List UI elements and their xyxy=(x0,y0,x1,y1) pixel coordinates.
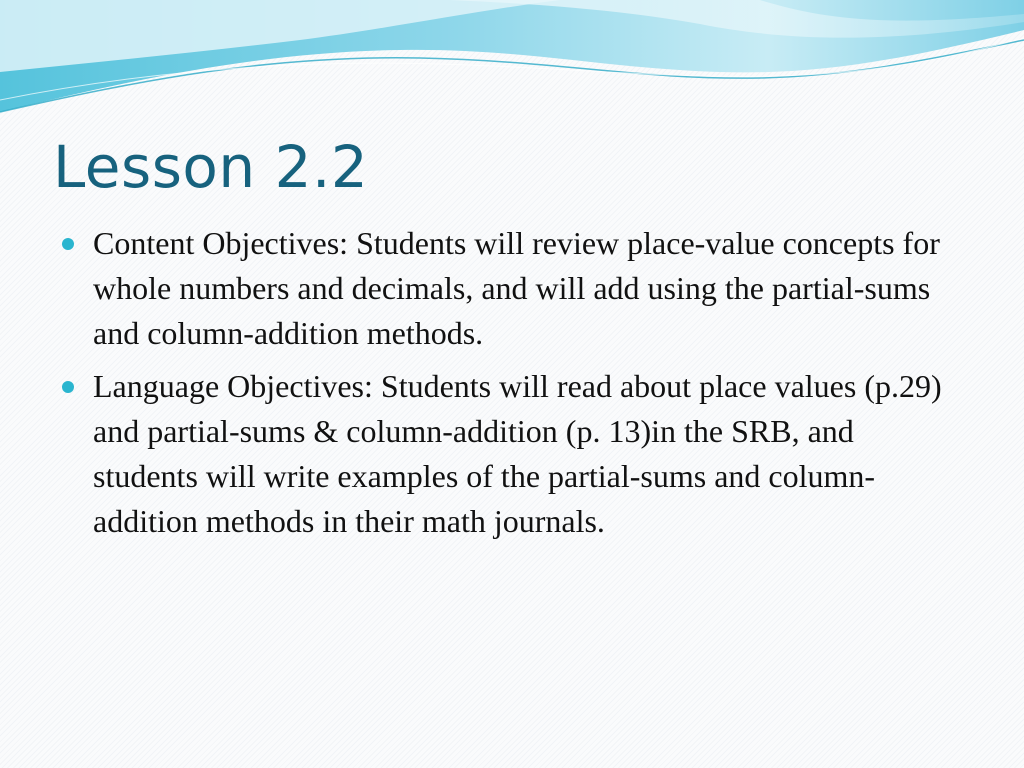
header-wave-decoration xyxy=(0,0,1024,130)
bullet-dot-icon xyxy=(62,238,74,250)
language-objectives-text: Language Objectives: Students will read about place values (p.29) and partial-sums & column-addition (p. 13)in the SRB, and students will write examples of the partial-sums and column-addition methods in their math journals. xyxy=(93,368,942,539)
slide-title: Lesson 2.2 xyxy=(53,133,369,201)
content-objectives-text: Content Objectives: Students will review place-value concepts for whole numbers and decimals, and will add using the partial-sums and column-addition methods. xyxy=(93,225,940,351)
bullet-dot-icon xyxy=(62,381,74,393)
list-item-content-objectives xyxy=(58,221,958,356)
objectives-list xyxy=(58,221,958,552)
list-item-language-objectives xyxy=(58,364,958,544)
